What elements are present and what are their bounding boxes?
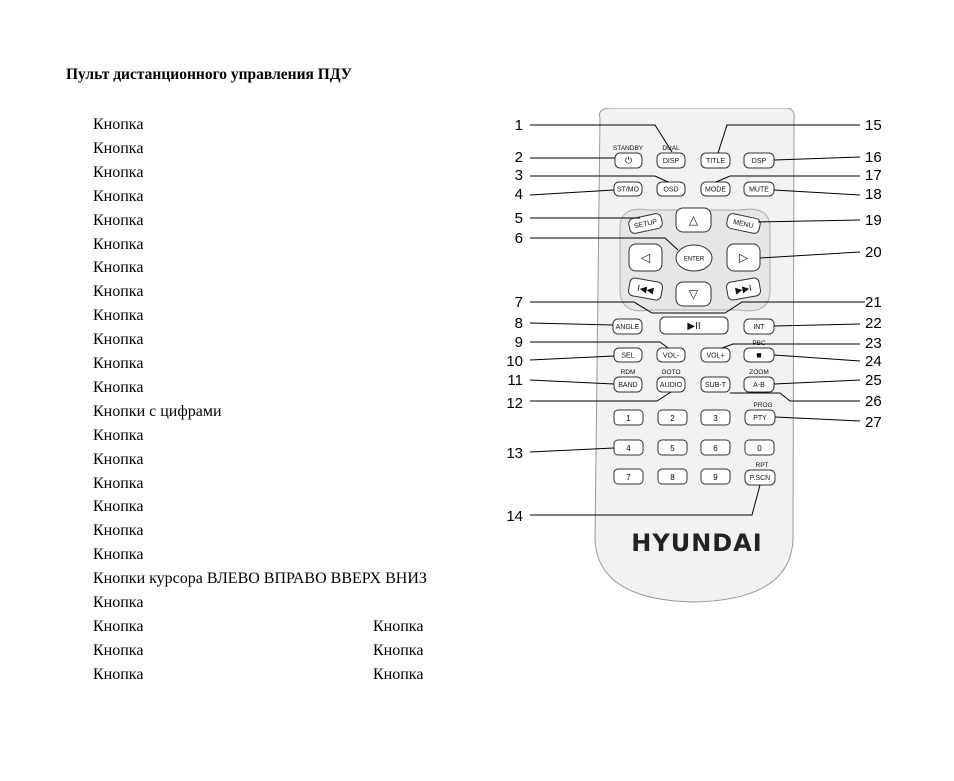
callout-number: 23 [865,335,882,352]
legend-label: Кнопка [93,355,144,372]
down-button[interactable] [676,282,711,306]
svg-text:MODE: MODE [705,186,726,194]
svg-text:DISP: DISP [662,158,680,165]
svg-text:ANGLE: ANGLE [615,324,640,331]
legend-row [93,497,143,517]
callout-number: 19 [865,212,882,229]
callout-number: 9 [514,334,523,351]
legend-label-right: Кнопка [373,617,424,635]
dual-label: DUAL [662,145,680,152]
svg-text:ST/MO: ST/MO [616,186,640,194]
goto-label: GOTO [661,369,681,376]
legend-row [93,187,143,207]
vol-plus-button[interactable] [701,348,730,362]
stop-button[interactable] [744,348,774,362]
previous-track-icon: I◀◀ [636,282,655,296]
legend-row [93,282,143,302]
svg-text:SUB-T: SUB-T [705,382,726,389]
legend-row [93,115,143,135]
brand-logo: HYUNDAI [631,529,763,557]
play-pause-icon: ▶II [687,321,701,332]
callout-number: 15 [865,117,882,134]
title-button[interactable] [701,153,730,168]
rpt-label: RPT [755,462,769,469]
remote-control-diagram [499,108,889,608]
legend-row [93,450,143,470]
mute-button[interactable] [744,182,774,196]
left-button[interactable] [629,244,662,271]
digit-button[interactable] [658,469,687,484]
a-b-button[interactable] [744,377,774,392]
svg-text:MUTE: MUTE [749,186,769,194]
svg-text:TITLE: TITLE [705,158,726,165]
legend-row [93,258,143,278]
legend-label: Кнопка [93,474,144,492]
legend-label: Кнопка [93,498,144,516]
legend-label-right: Кнопка [373,641,424,659]
digit-button[interactable] [658,410,687,425]
legend-row [93,330,143,350]
osd-button[interactable] [657,182,685,196]
legend-label: Кнопка [93,116,144,133]
legend-row [93,402,222,422]
svg-text:1: 1 [626,414,631,423]
callout-number: 4 [514,186,523,203]
digit-button[interactable] [614,469,643,484]
svg-text:5: 5 [670,444,675,453]
callout-number: 8 [514,315,523,332]
legend-row [93,426,143,446]
svg-text:6: 6 [713,444,718,453]
svg-text:SEL: SEL [621,352,635,360]
legend-label: Кнопка [93,426,144,444]
legend-row [93,521,143,541]
legend-row [93,474,143,494]
up-button[interactable] [676,208,711,232]
legend-label: Кнопка [93,641,144,659]
callout-number: 13 [506,445,523,462]
svg-text:4: 4 [626,444,631,453]
legend-label: Кнопка [93,331,144,349]
band-button[interactable] [614,377,642,392]
audio-button[interactable] [657,377,685,392]
legend-row [93,306,143,326]
legend-label: Кнопка [93,378,144,396]
p-scn-button[interactable] [745,470,775,485]
svg-text:DSP: DSP [751,158,767,165]
callout-number: 10 [506,353,523,370]
legend-label: Кнопка [93,594,144,611]
digit-button[interactable] [701,440,730,455]
svg-text:VOL+: VOL+ [706,352,725,360]
legend-row [93,139,143,159]
legend-row [93,235,143,255]
callout-number: 6 [514,230,523,247]
legend-label: Кнопка [93,450,144,468]
zoom-label: ZOOM [749,369,769,376]
left-arrow-icon: ◁ [640,250,651,265]
rdm-label: RDM [620,369,636,376]
legend-row [93,665,424,685]
legend-label: Кнопка [93,163,144,181]
callout-number: 11 [507,372,523,389]
svg-text:7: 7 [626,473,631,482]
play-pause-button[interactable] [660,317,728,334]
digit-button[interactable] [614,410,643,425]
legend-label: Кнопка [93,665,144,683]
svg-text:9: 9 [713,473,718,482]
svg-text:2: 2 [670,414,675,423]
disp-button[interactable] [657,153,685,168]
svg-text:BAND: BAND [618,382,638,389]
digit-button[interactable] [701,410,730,425]
svg-text:PTY: PTY [753,415,767,422]
svg-text:OSD: OSD [663,186,679,194]
callout-number: 27 [865,414,882,431]
st-mo-button[interactable] [614,182,642,196]
legend-label: Кнопки курсора ВЛЕВО ВПРАВО ВВЕРХ ВНИЗ [93,570,427,588]
svg-text:3: 3 [713,414,718,423]
legend-row [93,641,424,661]
legend-label: Кнопки с цифрами [93,402,222,420]
callout-number: 18 [865,186,882,203]
standby-button[interactable] [615,153,642,168]
callout-number: 22 [865,315,882,332]
svg-text:MENU: MENU [732,218,755,231]
legend-row [93,354,143,374]
angle-button[interactable] [613,319,642,334]
svg-text:0: 0 [757,444,762,453]
mode-button[interactable] [701,182,730,196]
svg-text:8: 8 [670,473,675,482]
digit-button[interactable] [701,469,730,484]
svg-text:A-B: A-B [753,382,765,389]
legend-label: Кнопка [93,617,144,635]
callout-number: 16 [865,149,882,166]
int-button[interactable] [744,319,774,334]
callout-number: 25 [865,372,882,389]
callout-number: 3 [514,167,523,184]
sub-t-button[interactable] [701,377,730,392]
legend-label-right: Кнопка [373,665,424,683]
svg-text:VOL-: VOL- [662,352,680,360]
legend-row [93,545,143,565]
digit-button[interactable] [614,440,643,455]
svg-text:ENTER: ENTER [683,256,705,263]
callout-number: 7 [514,294,523,311]
legend-row [93,569,427,589]
standby-label: STANDBY [612,145,644,152]
legend-label: Кнопка [93,235,144,253]
up-arrow-icon: △ [688,213,699,228]
legend-row [93,378,143,398]
digit-button[interactable] [658,440,687,455]
sel-button[interactable] [614,348,642,362]
page-title: Пульт дистанционного управления ПДУ [66,66,353,83]
legend-label: Кнопка [93,546,144,564]
callout-number: 5 [514,210,523,227]
legend-label: Кнопка [93,187,144,205]
callout-number: 1 [514,117,523,134]
callout-number: 17 [865,167,882,184]
stop-icon: ■ [756,350,762,361]
next-track-icon: ▶▶I [734,282,753,296]
callout-number: 26 [865,393,882,410]
callout-number: 20 [865,244,882,261]
callout-number: 2 [514,149,523,166]
svg-text:SETUP: SETUP [633,218,658,231]
legend-row [93,211,143,231]
callout-number: 12 [506,395,523,412]
enter-button[interactable] [676,245,712,271]
legend-row [93,593,143,613]
legend-row [93,617,424,637]
power-icon: ⏻ [624,155,633,166]
legend-row [93,163,143,183]
legend-label: Кнопка [93,139,144,157]
callout-number: 14 [506,508,523,525]
legend-label: Кнопка [93,307,144,325]
callout-number: 21 [865,294,882,311]
pbc-label: PBC [752,340,766,347]
right-button[interactable] [727,244,760,271]
prog-label: PROG [753,402,773,409]
svg-text:INT: INT [753,324,765,331]
legend-label: Кнопка [93,259,144,277]
dsp-button[interactable] [744,153,774,168]
svg-text:P.SCN: P.SCN [749,475,771,482]
pty-button[interactable] [745,410,775,425]
svg-text:AUDIO: AUDIO [659,382,683,389]
vol-minus-button[interactable] [657,348,685,362]
right-arrow-icon: ▷ [738,250,749,265]
legend-label: Кнопка [93,522,144,540]
digit-button[interactable] [745,440,774,455]
legend-label: Кнопка [93,211,144,229]
legend-label: Кнопка [93,283,144,301]
callout-number: 24 [865,353,882,370]
down-arrow-icon: ▽ [688,287,699,302]
